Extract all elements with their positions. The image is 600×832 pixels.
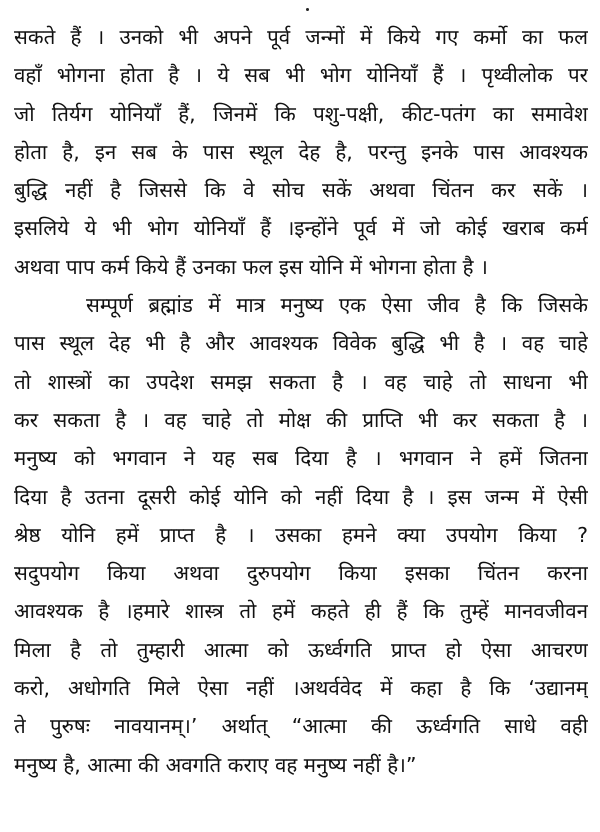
text-line-9: पास स्थूल देह भी है और आवश्यक विवेक बुद्धि भी है । वह चाहे [14, 331, 588, 356]
text-line-14: श्रेष्ठ योनि हमें प्राप्त है । उसका हमने क्या उपयोग किया ? [14, 522, 588, 547]
text-line-2: वहाँ भोगना होता है । ये सब भी भोग योनियाँ हैं । पृथ्वीलोक पर [14, 63, 588, 88]
text-line-7: अथवा पाप कर्म किये हैं उनका फल इस योनि में भोगना होता है । [14, 254, 488, 279]
text-line-10: तो शास्त्रों का उपदेश समझ सकता है । वह चाहे तो साधना भी [14, 369, 588, 394]
text-line-3: जो तिर्यग योनियाँ हैं, जिनमें कि पशु-पक्षी, कीट-पतंग का समावेश [14, 101, 588, 126]
text-line-15: सदुपयोग किया अथवा दुरुपयोग किया इसका चिंतन करना [14, 561, 588, 586]
text-line-19: ते पुरुषः नावयानम्।’ अर्थात् “आत्मा की ऊर्ध्वगति साधे वही [14, 714, 588, 739]
text-line-5: बुद्धि नहीं है जिससे कि वे सोच सकें अथवा चिंतन कर सकें । [14, 178, 588, 203]
text-line-8: सम्पूर्ण ब्रह्मांड में मात्र मनुष्य एक ऐसा जीव है कि जिसके [86, 293, 588, 318]
text-line-11: कर सकता है । वह चाहे तो मोक्ष की प्राप्ति भी कर सकता है । [14, 407, 588, 432]
text-line-16: आवश्यक है ।हमारे शास्त्र तो हमें कहते ही हैं कि तुम्हें मानवजीवन [14, 599, 588, 624]
text-line-4: होता है, इन सब के पास स्थूल देह है, परन्तु इनके पास आवश्यक [14, 139, 588, 164]
text-line-17: मिला है तो तुम्हारी आत्मा को ऊर्ध्वगति प्राप्त हो ऐसा आचरण [14, 637, 588, 662]
text-line-6: इसलिये ये भी भोग योनियाँ हैं ।इन्होंने पूर्व में जो कोई खराब कर्म [14, 216, 588, 241]
text-line-18: करो, अधोगति मिले ऐसा नहीं ।अथर्ववेद में कहा है कि ‘उद्यानम् [14, 676, 588, 701]
top-dot-mark [306, 8, 309, 11]
text-line-13: दिया है उतना दूसरी कोई योनि को नहीं दिया है । इस जन्म में ऐसी [14, 484, 588, 509]
text-line-12: मनुष्य को भगवान ने यह सब दिया है । भगवान ने हमें जितना [14, 446, 588, 471]
body-text [14, 18, 588, 784]
text-line-1: सकते हैं । उनको भी अपने पूर्व जन्मों में किये गए कर्मो का फल [14, 25, 588, 49]
text-line-20: मनुष्य है, आत्मा की अवगति कराए वह मनुष्य नहीं है।” [14, 752, 417, 777]
